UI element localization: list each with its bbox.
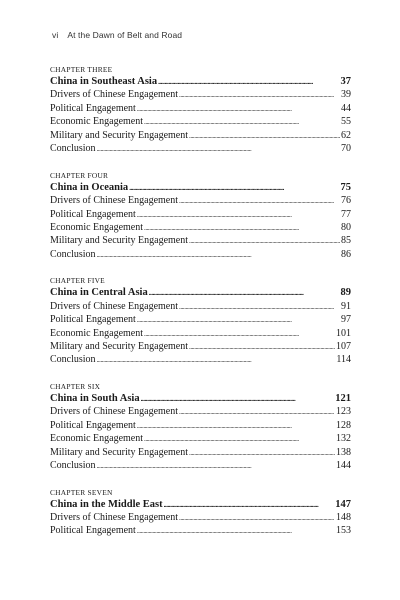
chapter-3 (50, 64, 351, 156)
chapter-title-entry[interactable] (50, 286, 351, 299)
entry-title: Conclusion (50, 460, 96, 472)
dot-leader (179, 405, 335, 419)
entry-title: Political Engagement (50, 102, 136, 114)
entry-title: Conclusion (50, 354, 96, 366)
dot-leader (144, 432, 335, 446)
page-ref: 148 (336, 511, 351, 523)
dot-leader (144, 115, 340, 129)
dot-leader (97, 142, 340, 156)
toc-entry[interactable] (50, 327, 351, 340)
dot-leader (137, 208, 340, 222)
entry-title: Military and Security Engagement (50, 446, 189, 458)
dot-leader (179, 300, 340, 314)
entry-title: Military and Security Engagement (50, 129, 189, 141)
running-head (52, 30, 182, 40)
dot-leader (97, 248, 340, 262)
entry-title: Military and Security Engagement (50, 341, 189, 352)
page-ref: 132 (336, 433, 351, 445)
toc-entry[interactable] (50, 340, 351, 353)
toc-entry[interactable] (50, 88, 351, 101)
table-of-contents (50, 64, 351, 552)
chapter-7 (50, 487, 351, 538)
toc-entry[interactable] (50, 511, 351, 524)
toc-entry[interactable] (50, 459, 351, 472)
dot-leader (189, 129, 340, 143)
toc-entry[interactable] (50, 115, 351, 128)
chapter-title: China in Southeast Asia (50, 76, 158, 87)
page-ref: 37 (340, 76, 351, 87)
chapter-5 (50, 275, 351, 367)
toc-entry[interactable] (50, 221, 351, 234)
page-ref: 75 (340, 181, 351, 193)
page-ref: 85 (341, 235, 351, 247)
entry-title: Military and Security Engagement (50, 235, 189, 247)
page-ref: 128 (336, 419, 351, 431)
dot-leader (144, 327, 335, 341)
page-ref: 70 (341, 143, 351, 155)
page-ref: 123 (336, 406, 351, 418)
entry-title: Political Engagement (50, 314, 136, 326)
dot-leader (141, 392, 335, 406)
entry-title: Economic Engagement (50, 327, 144, 339)
book-title: At the Dawn of Belt and Road (67, 30, 183, 40)
page-ref: 147 (335, 498, 351, 510)
chapter-6 (50, 381, 351, 473)
chapter-title: China in Oceania (50, 181, 129, 193)
toc-entry[interactable] (50, 208, 351, 221)
toc-entry[interactable] (50, 313, 351, 326)
chapter-title-entry[interactable] (50, 498, 351, 511)
dot-leader (149, 286, 340, 300)
chapter-label: CHAPTER FOUR (50, 170, 109, 180)
chapter-label: CHAPTER THREE (50, 65, 113, 74)
page-ref: 39 (341, 89, 351, 101)
chapter-4 (50, 170, 351, 262)
dot-leader (179, 511, 335, 525)
page-ref: 107 (336, 341, 351, 352)
dot-leader (97, 459, 335, 473)
dot-leader (189, 340, 335, 354)
toc-entry[interactable] (50, 234, 351, 247)
entry-title: Political Engagement (50, 419, 136, 431)
dot-leader (144, 221, 340, 235)
chapter-title-entry[interactable] (50, 181, 351, 194)
chapter-title-entry[interactable] (50, 75, 351, 88)
page-ref: 89 (340, 287, 351, 299)
chapter-title: China in South Asia (50, 392, 140, 404)
page-ref: 153 (336, 525, 351, 537)
dot-leader (97, 353, 336, 367)
page-ref: 77 (341, 208, 351, 220)
entry-title: Drivers of Chinese Engagement (50, 406, 179, 418)
chapter-label: CHAPTER SIX (50, 381, 101, 391)
dot-leader (179, 194, 340, 208)
page-ref: 101 (336, 327, 351, 339)
toc-entry[interactable] (50, 300, 351, 313)
chapter-label: CHAPTER SEVEN (50, 487, 113, 497)
page-ref: 80 (341, 221, 351, 233)
entry-title: Conclusion (50, 143, 96, 155)
toc-entry[interactable] (50, 432, 351, 445)
dot-leader (137, 419, 335, 433)
dot-leader (189, 234, 340, 248)
page-ref: 144 (336, 460, 351, 472)
entry-title: Political Engagement (50, 208, 136, 220)
toc-entry[interactable] (50, 353, 351, 366)
page-ref: 114 (336, 354, 351, 366)
toc-entry[interactable] (50, 524, 351, 537)
page-ref: 97 (341, 314, 351, 326)
dot-leader (137, 524, 335, 538)
chapter-title: China in the Middle East (50, 498, 163, 510)
page-ref: 138 (336, 446, 351, 458)
page-ref: 86 (341, 248, 351, 260)
dot-leader (129, 181, 339, 195)
chapter-label: CHAPTER FIVE (50, 276, 105, 286)
dot-leader (158, 75, 339, 89)
toc-entry[interactable] (50, 446, 351, 459)
entry-title: Drivers of Chinese Engagement (50, 89, 179, 101)
page-number: vi (52, 30, 59, 40)
entry-title: Drivers of Chinese Engagement (50, 195, 179, 207)
entry-title: Economic Engagement (50, 221, 144, 233)
entry-title: Political Engagement (50, 525, 136, 537)
toc-entry[interactable] (50, 248, 351, 261)
page-ref: 121 (335, 392, 351, 404)
toc-entry[interactable] (50, 142, 351, 155)
toc-entry[interactable] (50, 194, 351, 207)
entry-title: Drivers of Chinese Engagement (50, 511, 179, 523)
page-ref: 44 (341, 102, 351, 114)
page-ref: 76 (341, 195, 351, 207)
dot-leader (189, 446, 335, 460)
entry-title: Economic Engagement (50, 433, 144, 445)
dot-leader (137, 313, 340, 327)
dot-leader (137, 102, 340, 116)
page-ref: 62 (341, 129, 351, 141)
entry-title: Drivers of Chinese Engagement (50, 300, 179, 312)
page-ref: 91 (341, 300, 351, 312)
entry-title: Economic Engagement (50, 116, 144, 128)
page-ref: 55 (341, 116, 351, 128)
toc-entry[interactable] (50, 405, 351, 418)
chapter-title-entry[interactable] (50, 392, 351, 405)
toc-entry[interactable] (50, 419, 351, 432)
toc-entry[interactable] (50, 129, 351, 142)
toc-entry[interactable] (50, 102, 351, 115)
entry-title: Conclusion (50, 248, 96, 260)
chapter-title: China in Central Asia (50, 287, 148, 299)
dot-leader (164, 498, 335, 512)
dot-leader (179, 88, 340, 102)
